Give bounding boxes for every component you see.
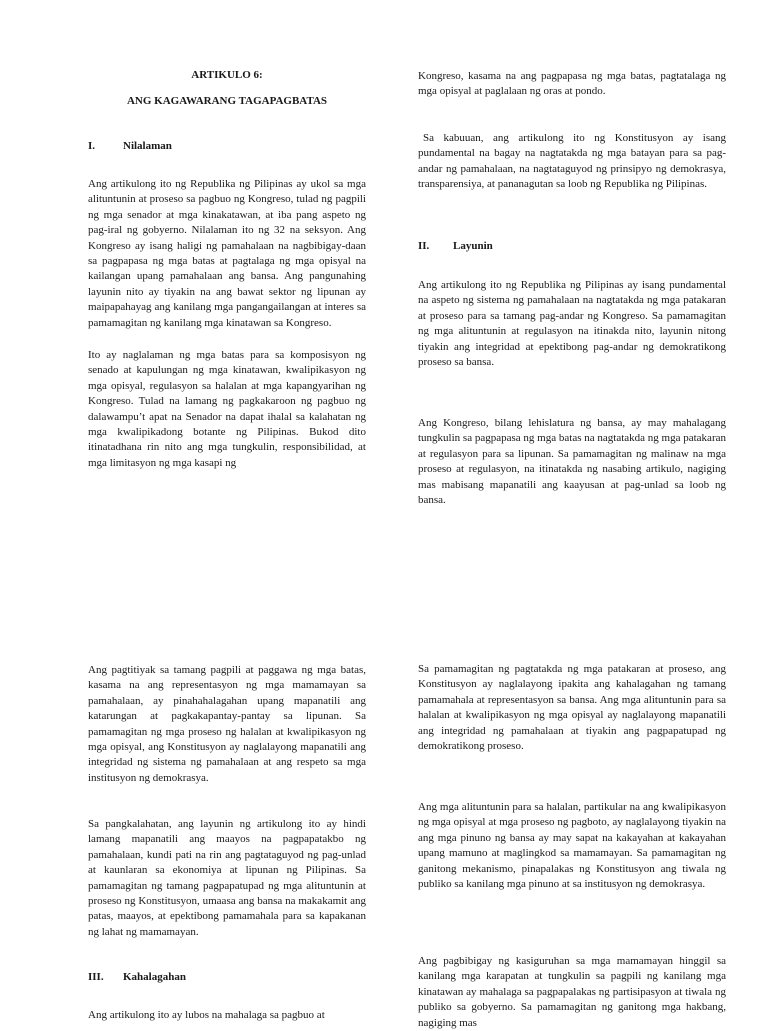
left-column-p4	[88, 817, 366, 940]
article-subtitle: ANG KAGAWARANG TAGAPAGBATAS	[126, 95, 328, 107]
left-column-p3	[88, 663, 366, 786]
section-heading-nilalaman	[88, 139, 172, 154]
left-column-p1	[88, 177, 366, 331]
right-column-p2	[418, 131, 726, 193]
right-column-p7	[418, 954, 726, 1031]
right-column-p4	[418, 416, 726, 508]
paragraph: Kongreso, kasama na ang pagpapasa ng mga batas, pagtatalaga ng mga opisyal at paglalaan ng oras at pondo.	[418, 70, 726, 98]
section-number: I.	[88, 140, 96, 152]
left-column-p5	[88, 1008, 366, 1023]
paragraph: Ang artikulong ito ng Republika ng Pilipinas ay ukol sa mga alituntunin at proseso sa pagbuo ng Kongreso, tulad ng pagpili ng mga senador at mga kinakatawan, at iba pang aspeto ng pag-iral ng gobyerno. Nilalaman ito ng 32 na seksyon. Ang Kongreso ay isang haligi ng pamahalaan na nagbibigay-daan sa pagpapasa ng mga batas at pagtalaga ng mga opisyal na kailangan upang pamahalaan ang bansa. Ang pangunahing layunin nito ay tiyakin na ang bawat sektor ng lipunan ay maipapahayag ang kanilang mga pangangailangan at interes sa pamamagitan ng kanilang mga kinatawan sa Kongreso.	[88, 178, 366, 329]
section-label: Nilalaman	[123, 140, 172, 152]
right-column-p5	[418, 662, 726, 754]
section-number: II.	[418, 240, 430, 252]
right-column-p1	[418, 69, 726, 100]
paragraph: Ang pagtitiyak sa tamang pagpili at paggawa ng mga batas, kasama na ang representasyon ng mga mamamayan sa pamahalaan, ay pinahahalagahan upang mapanatili ang katarungan at pagkakapantay-pantay sa lipunan. Sa pamamagitan ng mga proseso ng halalan at kwalipikasyon ng mga opisyal, ang Konstitusyon ay naglalayong mapanatili ang integridad ng sistema ng pamahalaan at ang respeto sa mga institusyon ng demokrasya.	[88, 664, 366, 784]
paragraph: Ang artikulong ito ng Republika ng Pilipinas ay isang pundamental na aspeto ng sistema ng pamahalaan na nagtatakda ng mga patakaran at proseso para sa tamang pag-andar ng Kongreso. Sa pamamagitan ng mga alituntunin at regulasyon na itinakda nito, layunin nitong tiyakin ang integridad at epektibong pag-andar ng demokratikong proseso sa bansa.	[418, 279, 726, 369]
paragraph: Sa pamamagitan ng pagtatakda ng mga patakaran at proseso, ang Konstitusyon ay naglalayong ipakita ang kahalagahan ng tamang pamamahala at representasyon sa bansa. Ang mga alituntunin para sa halalan at kwalipikasyon ng mga opisyal ay naglalayong mapanatili ang integridad ng pamahalaan at tiyakin ang pagpapatupad ng demokratikong proseso.	[418, 663, 726, 753]
section-label: Layunin	[453, 240, 493, 252]
right-column-p3	[418, 278, 726, 370]
left-column-p2	[88, 348, 366, 471]
paragraph: Ang mga alituntunin para sa halalan, partikular na ang kwalipikasyon ng mga opisyal at mga proseso ng pagboto, ay naglalayong tiyakin na ang mga pinuno ng bansa ay may sapat na kakayahan at kakayahan upang mamuno at maglingkod sa mamamayan. Sa pamamagitan ng ganitong mekanismo, pinapalakas ng Konstitusyon ang tiwala ng publiko sa kanilang mga pinuno at sa institusyon ng demokrasya.	[418, 801, 726, 891]
section-heading-kahalagahan	[88, 970, 186, 985]
section-label: Kahalagahan	[123, 971, 186, 983]
paragraph: Ang pagbibigay ng kasiguruhan sa mga mamamayan hinggil sa kanilang mga karapatan at tungkulin sa pagpili ng kanilang mga kinatawan ay mahalaga sa pagpapalakas ng partisipasyon at tiwala ng publiko sa gobyerno. Sa pamamagitan ng ganitong mga hakbang, nagiging mas	[418, 955, 726, 1029]
paragraph: Ang Kongreso, bilang lehislatura ng bansa, ay may mahalagang tungkulin sa pagpapasa ng mga batas na nagtatakda ng mga patakaran at regulasyon para sa lipunan. Sa pamamagitan ng malinaw na mga proseso at regulasyon, na itinatakda ng nasabing artikulo, nagiging mas mabisang mapanatili ang kaayusan at pag-unlad sa loob ng bansa.	[418, 417, 726, 507]
section-heading-layunin	[418, 239, 493, 254]
paragraph: Ang artikulong ito ay lubos na mahalaga sa pagbuo at	[88, 1009, 325, 1021]
article-title: ARTIKULO 6:	[191, 69, 263, 81]
paragraph: Sa kabuuan, ang artikulong ito ng Konstitusyon ay isang pundamental na bagay na nagtatakda ng mga batayan para sa pag-andar ng pamahalaan, na nagtataguyod ng prinsipyo ng demokrasya, transparensiya, at pananagutan sa loob ng Republika ng Pilipinas.	[418, 132, 726, 191]
right-column-p6	[418, 800, 726, 892]
paragraph: Ito ay naglalaman ng mga batas para sa komposisyon ng senado at kapulungan ng mga kinatawan, kwalipikasyon ng mga opisyal, regulasyon sa halalan at mga kapangyarihan ng Kongreso. Tulad na lamang ng pagkakaroon ng pagbuo ng dalawampu’t apat na Senador na dapat ihalal sa kalahatan ng mga kwalipikadong botante ng Pilipinas. Bukod dito itinatadhana rin nito ang mga tungkulin, responsibilidad, at mga limitasyon ng mga kasapi ng	[88, 349, 366, 469]
paragraph: Sa pangkalahatan, ang layunin ng artikulong ito ay hindi lamang mapanatili ang maayos na pagpapatakbo ng pamahalaan, kundi pati na rin ang pagtataguyod ng pag-unlad at kaunlaran sa ekonomiya at lipunan ng Pilipinas. Sa pamamagitan ng tamang pagpapatupad ng mga alituntunin at proseso ng Konstitusyon, umaasa ang bansa na makakamit ang patas, maayos, at epektibong pamamahala para sa kapakanan ng lahat ng mamamayan.	[88, 818, 366, 938]
section-number: III.	[88, 971, 104, 983]
